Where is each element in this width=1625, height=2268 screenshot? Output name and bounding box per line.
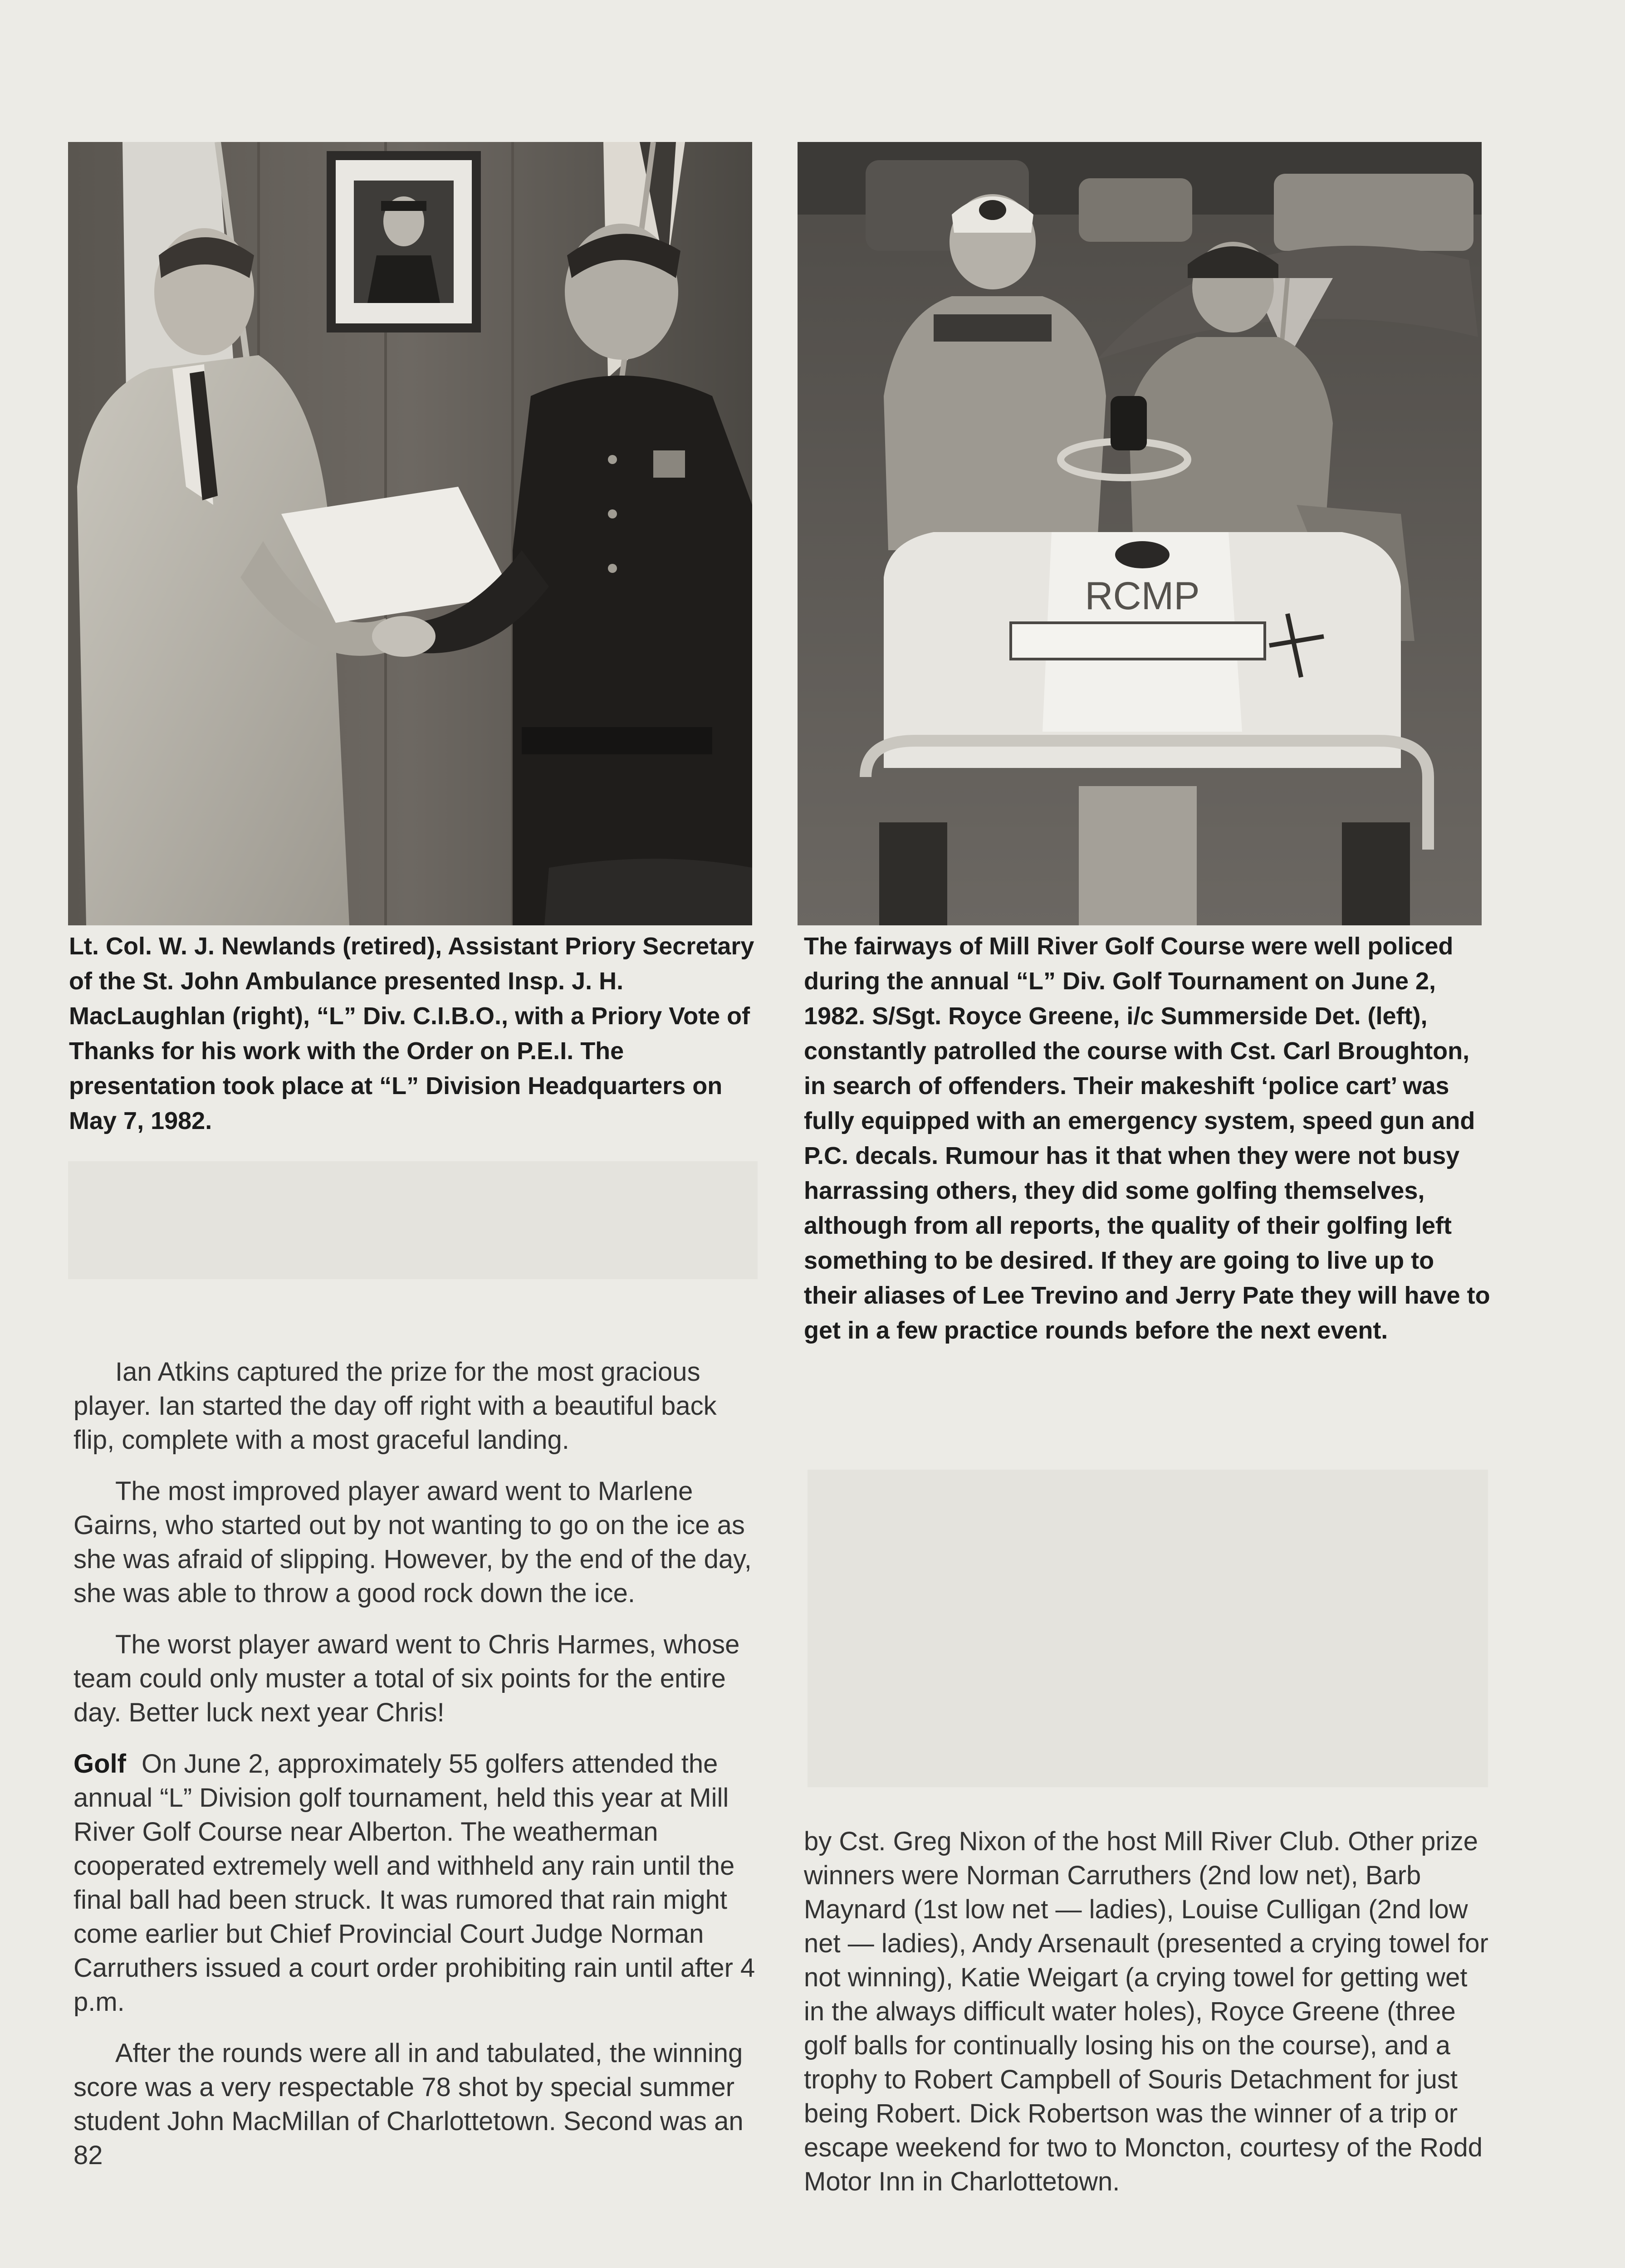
golf-heading: Golf <box>73 1749 126 1779</box>
paragraph-winning-score: After the rounds were all in and tabulated, the winning score was a very respectable 78 shot by special summer student John MacMillan of Charlottetown. Second was an 82 <box>73 2038 744 2170</box>
show-through-block-left <box>68 1161 758 1279</box>
right-column <box>804 1824 1491 2216</box>
paragraph-ian-atkins: Ian Atkins captured the prize for the most gracious player. Ian started the day off right with a beautiful back flip, complete with a most graceful landing. <box>73 1357 717 1455</box>
photo-golf-cart-image <box>798 142 1482 925</box>
paragraph-marlene-gairns: The most improved player award went to Marlene Gairns, who started out by not wanting to go on the ice as she was afraid of slipping. However, by the end of the day, she was able to throw a good rock down the ice. <box>73 1476 752 1608</box>
golf-paragraph-text: On June 2, approximately 55 golfers attended the annual “L” Division golf tournament, held this year at Mill River Golf Course near Alberton. The weatherman cooperated extremely well and withheld any rain until the final ball had been struck. It was rumored that rain might come earlier but Chief Provincial Court Judge Norman Carruthers issued a court order prohibiting rain until after 4 p.m. <box>73 1749 755 2017</box>
caption-right-photo: The fairways of Mill River Golf Course were well policed during the annual “L” Div. Golf Tournament on June 2, 1982. S/Sgt. Royce Greene, i/c Summerside Det. (left), constantly patrolled the course with Cst. Carl Broughton, in search of offenders. Their makeshift ‘police cart’ was fully equipped with an emergency system, speed gun and P.C. decals. Rumour has it that when they were not busy harrassing others, they did some golfing themselves, although from all reports, the quality of their golfing left something to be desired. If they are going to live up to their aliases of Lee Trevino and Jerry Pate they will have to get in a few practice rounds before the next event. <box>804 933 1490 1344</box>
show-through-block-right <box>808 1470 1488 1787</box>
paragraph-golf <box>73 1747 763 2019</box>
paragraph-prize-winners: by Cst. Greg Nixon of the host Mill River Club. Other prize winners were Norman Carruthers (2nd low net), Barb Maynard (1st low net — ladies), Louise Culligan (2nd low net — ladies), Andy Arsenault (presented a crying towel for not winning), Katie Weigart (a crying towel for getting wet in the always difficult water holes), Royce Greene (three golf balls for continually losing his on the course), and a trophy to Robert Campbell of Souris Detachment for just being Robert. Dick Robertson was the winner of a trip or escape weekend for two to Moncton, courtesy of the Rodd Motor Inn in Charlottetown. <box>804 1827 1488 2196</box>
photo-handshake-image <box>68 142 752 925</box>
photo-handshake <box>68 142 752 925</box>
photo-golf-cart <box>798 142 1482 925</box>
cart-rcmp-text: RCMP <box>1085 574 1200 618</box>
left-column <box>73 1355 763 2190</box>
caption-left-photo: Lt. Col. W. J. Newlands (retired), Assistant Priory Secretary of the St. John Ambulance presented Insp. J. H. MacLaughlan (right), “L” Div. C.I.B.O., with a Priory Vote of Thanks for his work with the Order on P.E.I. The presentation took place at “L” Division Headquarters on May 7, 1982. <box>69 933 754 1134</box>
paragraph-chris-harmes: The worst player award went to Chris Harmes, whose team could only muster a total of six points for the entire day. Better luck next year Chris! <box>73 1630 740 1727</box>
